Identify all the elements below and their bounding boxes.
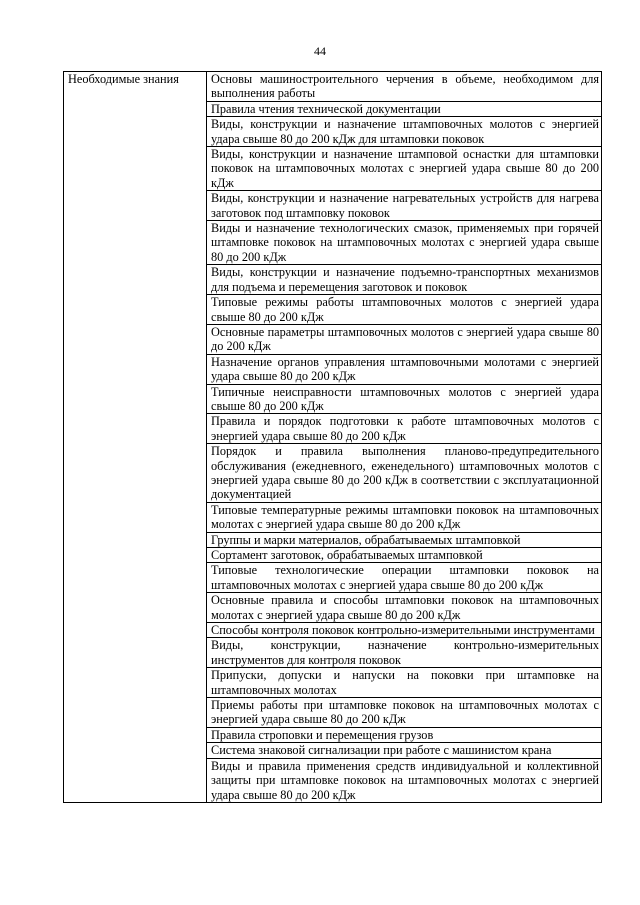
knowledge-item: Способы контроля поковок контрольно-измерительными инструментами [207, 623, 602, 638]
knowledge-item: Виды и назначение технологических смазок, применяемых при горячей штамповке поковок на штамповочных молотах с энергией удара свыше 80 до 200 кДж [207, 221, 602, 265]
knowledge-item: Правила и порядок подготовки к работе штамповочных молотов с энергией удара свыше 80 до 200 кДж [207, 414, 602, 444]
knowledge-item: Типовые технологические операции штамповки поковок на штамповочных молотах с энергией удара свыше 80 до 200 кДж [207, 563, 602, 593]
knowledge-item: Основы машиностроительного черчения в объеме, необходимом для выполнения работы [207, 72, 602, 102]
knowledge-item: Сортамент заготовок, обрабатываемых штамповкой [207, 548, 602, 563]
knowledge-table [63, 71, 602, 803]
knowledge-item: Порядок и правила выполнения планово-предупредительного обслуживания (ежедневного, еженедельного) штамповочных молотов с энергией удара свыше 80 до 200 кДж в соответствии с эксплуатационной документацией [207, 444, 602, 503]
table-row [64, 72, 602, 102]
knowledge-item: Виды, конструкции и назначение штамповой оснастки для штамповки поковок на штамповочных молотах с энергией удара свыше 80 до 200 кДж [207, 147, 602, 191]
knowledge-item: Типичные неисправности штамповочных молотов с энергией удара свыше 80 до 200 кДж [207, 384, 602, 414]
knowledge-table-body [64, 72, 602, 803]
knowledge-item: Назначение органов управления штамповочными молотами с энергией удара свыше 80 до 200 кДж [207, 354, 602, 384]
knowledge-item: Виды, конструкции и назначение штамповочных молотов с энергией удара свыше 80 до 200 кДж для штамповки поковок [207, 117, 602, 147]
knowledge-item: Приемы работы при штамповке поковок на штамповочных молотах с энергией удара свыше 80 до 200 кДж [207, 698, 602, 728]
knowledge-item: Группы и марки материалов, обрабатываемых штамповкой [207, 532, 602, 547]
knowledge-item: Основные параметры штамповочных молотов с энергией удара свыше 80 до 200 кДж [207, 324, 602, 354]
knowledge-item: Система знаковой сигнализации при работе с машинистом крана [207, 743, 602, 758]
section-label: Необходимые знания [64, 72, 207, 803]
page-number: 44 [314, 44, 326, 58]
knowledge-item: Типовые режимы работы штамповочных молотов с энергией удара свыше 80 до 200 кДж [207, 295, 602, 325]
knowledge-item: Виды и правила применения средств индивидуальной и коллективной защиты при штамповке поковок на штамповочных молотах с энергией удара свыше 80 до 200 кДж [207, 758, 602, 802]
knowledge-item: Правила чтения технической документации [207, 101, 602, 116]
knowledge-item: Правила строповки и перемещения грузов [207, 727, 602, 742]
knowledge-item: Виды, конструкции и назначение нагревательных устройств для нагрева заготовок под штамповку поковок [207, 191, 602, 221]
knowledge-item: Основные правила и способы штамповки поковок на штамповочных молотах с энергией удара свыше 80 до 200 кДж [207, 593, 602, 623]
knowledge-item: Виды, конструкции, назначение контрольно-измерительных инструментов для контроля поковок [207, 638, 602, 668]
knowledge-item: Припуски, допуски и напуски на поковки при штамповке на штамповочных молотах [207, 668, 602, 698]
knowledge-item: Виды, конструкции и назначение подъемно-транспортных механизмов для подъема и перемещения заготовок и поковок [207, 265, 602, 295]
knowledge-item: Типовые температурные режимы штамповки поковок на штамповочных молотах с энергией удара свыше 80 до 200 кДж [207, 502, 602, 532]
